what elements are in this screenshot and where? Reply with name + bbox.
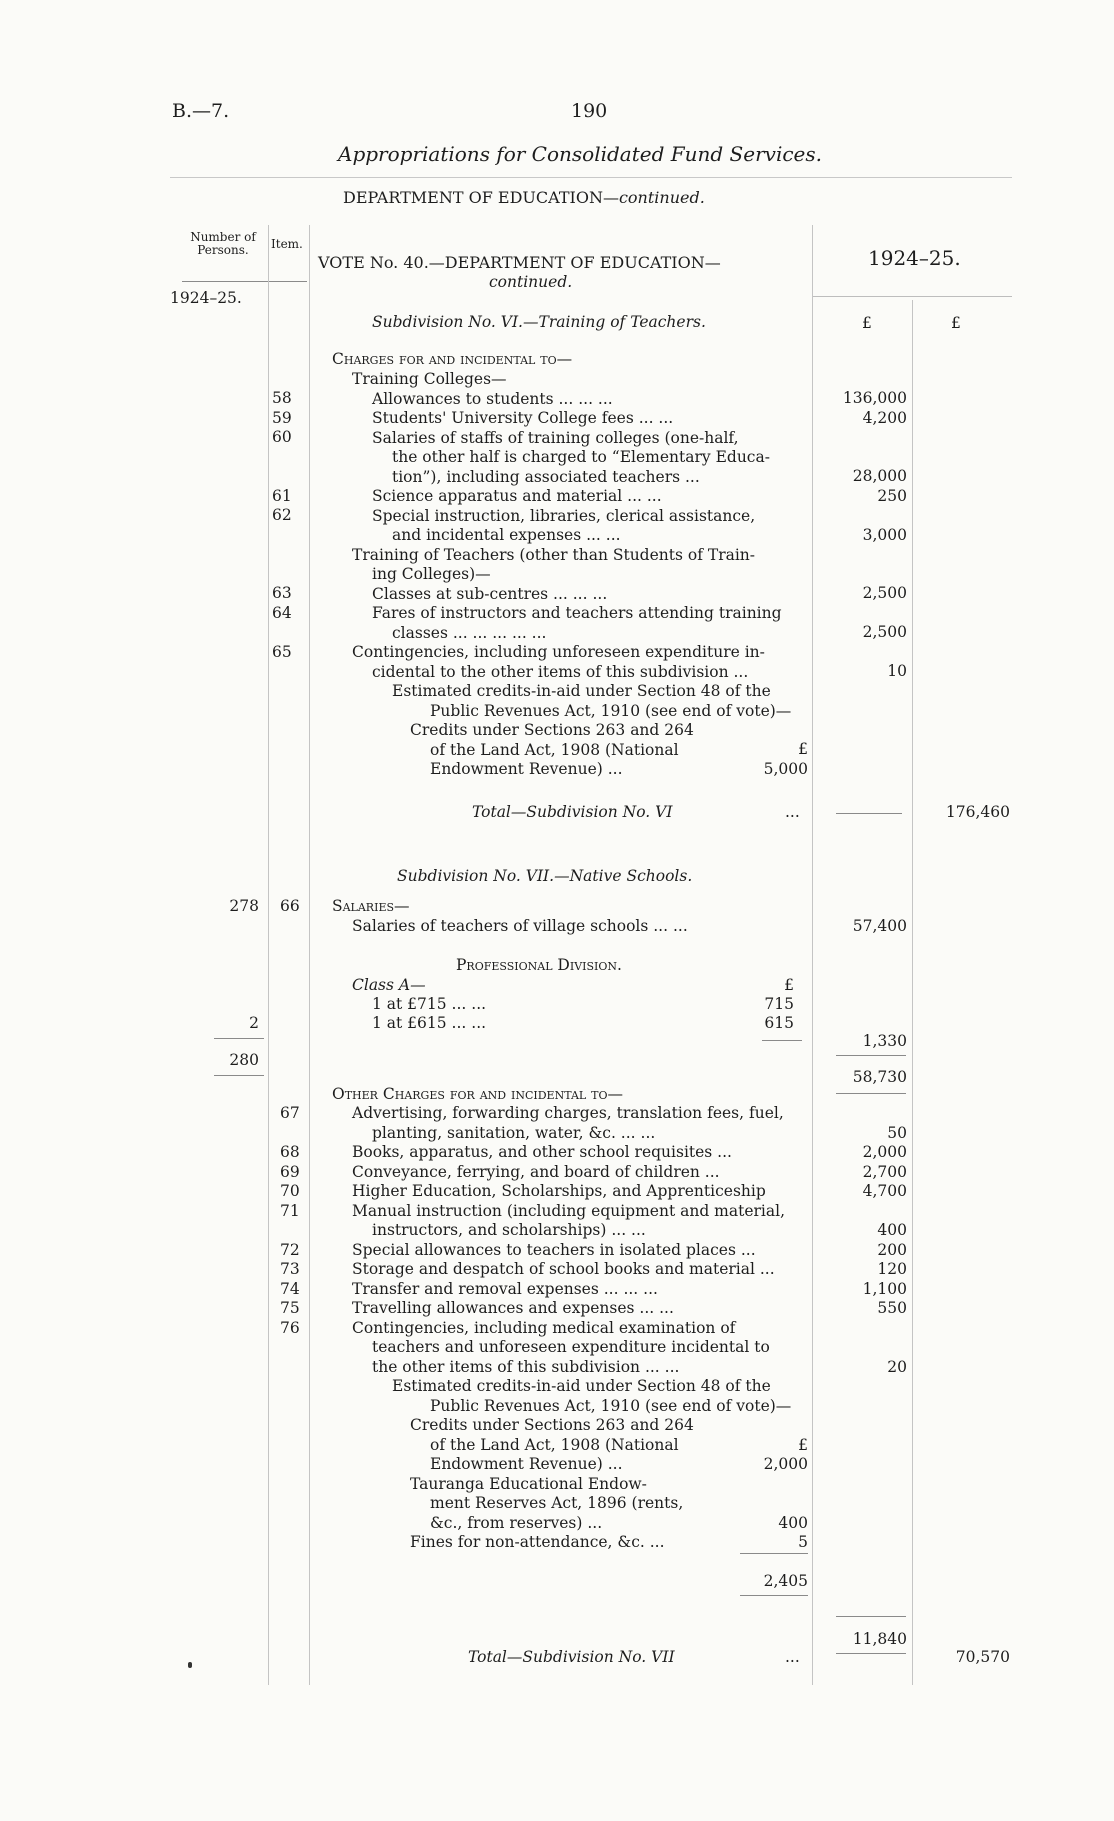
line: Endowment Revenue) ...	[430, 760, 623, 778]
persons-count: 2	[249, 1014, 259, 1032]
amount	[815, 545, 907, 565]
sub7-other-total: 11,840	[852, 1630, 907, 1648]
amount: 28,000	[852, 467, 907, 485]
persons-item-rule	[182, 281, 307, 282]
line: Fares of instructors and teachers attending training	[372, 604, 782, 622]
amount: 550	[877, 1299, 907, 1317]
sub7-credit-pound: £	[798, 1436, 808, 1454]
item-number: 75	[280, 1299, 300, 1317]
line: Special allowances to teachers in isolated places ...	[352, 1240, 756, 1259]
item-number: 66	[280, 897, 300, 915]
class-rule	[762, 1040, 802, 1041]
sub6-nil-rule	[836, 813, 902, 814]
line: Special instruction, libraries, clerical assistance,	[372, 506, 756, 525]
item-number: 63	[272, 584, 292, 602]
amount	[815, 1202, 907, 1222]
sub6-total-dots: ...	[785, 803, 800, 821]
line: Books, apparatus, and other school requisites ...	[352, 1143, 732, 1161]
salaries-total-rule	[836, 1093, 906, 1094]
line: Higher Education, Scholarships, and Apprenticeship	[352, 1182, 766, 1200]
item-number: 60	[272, 428, 292, 446]
line: Conveyance, ferrying, and board of children ...	[352, 1162, 720, 1181]
line: Advertising, forwarding charges, translation fees, fuel,	[352, 1104, 784, 1122]
amount: 250	[877, 486, 907, 505]
amount	[815, 506, 907, 526]
department-name: DEPARTMENT OF EDUCATION—	[343, 188, 619, 207]
amount: 136,000	[842, 389, 907, 407]
item-number	[272, 448, 302, 468]
sub7-other-total-rule	[836, 1653, 906, 1654]
amount: 10	[887, 662, 907, 680]
line: Training Colleges—	[352, 370, 507, 388]
line: planting, sanitation, water, &c. ... ...	[372, 1123, 656, 1142]
credit-amount: 2,000	[763, 1455, 808, 1473]
page-title: Appropriations for Consolidated Fund Services.	[338, 142, 823, 166]
item-number	[280, 1221, 310, 1241]
class-line: 1 at £615 ... ...	[372, 1014, 487, 1032]
amount	[815, 1319, 907, 1339]
line: Fines for non-attendance, &c. ...	[410, 1533, 665, 1551]
item-column-rule	[309, 225, 310, 1685]
sub7-total-label: Total—Subdivision No. VII	[468, 1648, 675, 1666]
amount	[815, 604, 907, 624]
item-number: 62	[272, 506, 292, 524]
sub7-credit-amounts	[738, 1455, 808, 1553]
salaries-amount: 57,400	[852, 917, 907, 935]
persons-total: 280	[229, 1051, 259, 1069]
item-number: 61	[272, 486, 292, 505]
line: the other half is charged to “Elementary Educa-	[392, 448, 770, 466]
sub6-total-label: Total—Subdivision No. VI	[472, 803, 673, 821]
item-number	[272, 526, 302, 546]
salaries-heading: Salaries—	[332, 897, 410, 915]
line: Estimated credits-in-aid under Section 48 of the	[392, 682, 771, 700]
amount: 200	[877, 1240, 907, 1259]
sub7-description-lines	[352, 1104, 791, 1553]
line: Endowment Revenue) ...	[430, 1455, 623, 1473]
line: Credits under Sections 263 and 264	[410, 1416, 694, 1434]
line: Training of Teachers (other than Students of Train-	[352, 545, 756, 564]
credit-amount: 5	[798, 1533, 808, 1551]
amount-column-rule	[812, 225, 813, 1685]
subdivision-6-heading: Subdivision No. VI.—Training of Teachers.	[372, 313, 706, 331]
professional-division-heading: Professional Division.	[456, 956, 622, 974]
salaries-total: 58,730	[852, 1068, 907, 1086]
credit-amount: 400	[778, 1513, 808, 1532]
amount	[815, 643, 907, 663]
item-number	[272, 467, 302, 487]
sub6-total-amount: 176,460	[945, 803, 1010, 821]
line: teachers and unforeseen expenditure incidental to	[372, 1338, 770, 1356]
vote-continued: continued.	[489, 273, 573, 291]
number-persons-header: Number of Persons.	[190, 230, 256, 257]
item-number: 59	[272, 408, 292, 427]
page-number: 190	[571, 100, 608, 122]
line: of the Land Act, 1908 (National	[430, 740, 679, 759]
amount: 400	[877, 1221, 907, 1239]
item-number: 69	[280, 1162, 300, 1181]
line: Transfer and removal expenses ... ... ...	[352, 1279, 658, 1298]
amount	[815, 565, 907, 585]
credit-amount	[738, 1475, 808, 1495]
amount: 2,700	[862, 1162, 907, 1181]
credit-amount	[738, 1494, 808, 1514]
ink-mark	[188, 1662, 192, 1668]
amount: 120	[877, 1260, 907, 1278]
amount: 20	[887, 1357, 907, 1376]
item-number	[280, 1124, 310, 1144]
sub7-credit-total-rule	[740, 1595, 808, 1596]
line: cidental to the other items of this subdivision ...	[372, 662, 749, 681]
department-heading	[343, 188, 705, 207]
total-column-rule	[912, 300, 913, 1685]
year-header-rule	[812, 296, 1012, 297]
line: Public Revenues Act, 1910 (see end of vote)—	[430, 701, 792, 720]
line: the other items of this subdivision ... ...	[372, 1357, 680, 1376]
item-number	[272, 623, 302, 643]
line: Science apparatus and material ... ...	[372, 487, 662, 505]
item-number: 74	[280, 1279, 300, 1298]
line: ing Colleges)—	[372, 565, 491, 583]
professional-total: 1,330	[862, 1032, 907, 1050]
sub7-item-numbers	[280, 1104, 310, 1338]
persons-count: 278	[229, 897, 259, 915]
persons-rule	[214, 1038, 264, 1039]
item-number: 76	[280, 1318, 300, 1337]
line: Tauranga Educational Endow-	[410, 1474, 647, 1493]
line: classes ... ... ... ... ...	[392, 623, 547, 642]
line: Public Revenues Act, 1910 (see end of vote)—	[430, 1396, 792, 1415]
line: Contingencies, including medical examination of	[352, 1318, 736, 1337]
item-number: 68	[280, 1143, 300, 1161]
amount: 2,500	[862, 623, 907, 641]
amount	[815, 1104, 907, 1124]
page-reference: B.—7.	[172, 100, 230, 122]
line: Allowances to students ... ... ...	[372, 389, 613, 408]
amount: 2,000	[862, 1143, 907, 1161]
sub6-credit-pound: £	[798, 740, 808, 758]
subdivision-7-heading: Subdivision No. VII.—Native Schools.	[397, 867, 693, 885]
line: Salaries of staffs of training colleges (one-half,	[372, 428, 739, 447]
amount: 4,200	[862, 408, 907, 427]
year-right-header: 1924–25.	[868, 246, 961, 270]
line: tion”), including associated teachers ...	[392, 467, 700, 486]
item-number: 65	[272, 642, 292, 661]
pound-col-2: £	[951, 314, 961, 332]
header-rule	[170, 177, 1012, 178]
persons-total-rule	[214, 1075, 264, 1076]
persons-column-rule	[268, 225, 269, 1685]
amount: 50	[887, 1123, 907, 1142]
class-a-label: Class A—	[352, 976, 426, 994]
item-number: 72	[280, 1240, 300, 1259]
line: Estimated credits-in-aid under Section 48 of the	[392, 1377, 771, 1395]
item-number: 71	[280, 1201, 300, 1220]
amount: 4,700	[862, 1182, 907, 1200]
class-line: 1 at £715 ... ...	[372, 995, 487, 1013]
line: Contingencies, including unforeseen expenditure in-	[352, 643, 765, 661]
sub7-amounts	[815, 1104, 907, 1377]
line: instructors, and scholarships) ... ...	[372, 1221, 646, 1239]
amount: 2,500	[862, 584, 907, 602]
line: &c., from reserves) ...	[430, 1513, 603, 1532]
line: Students' University College fees ... ...	[372, 409, 674, 427]
item-header: Item.	[271, 237, 303, 251]
line: Travelling allowances and expenses ... ...	[352, 1299, 674, 1317]
amount: 3,000	[862, 525, 907, 544]
pound-col-1: £	[862, 314, 872, 332]
professional-total-rule	[836, 1055, 906, 1056]
item-number: 73	[280, 1260, 300, 1278]
other-charges-heading: Other Charges for and incidental to—	[332, 1085, 623, 1103]
line: of the Land Act, 1908 (National	[430, 1435, 679, 1454]
line: Classes at sub-centres ... ... ...	[372, 584, 608, 603]
charges-heading: Charges for and incidental to—	[332, 350, 573, 368]
class-amount: 715	[764, 995, 794, 1013]
sub6-credit-amount: 5,000	[763, 760, 808, 778]
amount	[815, 1338, 907, 1358]
department-continued: continued.	[618, 188, 705, 207]
item-number	[272, 565, 302, 585]
year-left-header: 1924–25.	[170, 289, 242, 307]
sub7-total-dots: ...	[785, 1648, 800, 1666]
item-number: 58	[272, 389, 292, 407]
amount	[815, 448, 907, 468]
item-number: 67	[280, 1104, 300, 1122]
item-number: 70	[280, 1182, 300, 1200]
line: Manual instruction (including equipment and material,	[352, 1201, 786, 1220]
salaries-line: Salaries of teachers of village schools ... ...	[352, 917, 688, 935]
sub7-credit-rule	[740, 1553, 808, 1554]
sub7-other-rule	[836, 1616, 906, 1617]
sub7-credit-total: 2,405	[763, 1572, 808, 1590]
class-amount: 615	[764, 1014, 794, 1032]
item-number	[272, 545, 302, 565]
class-pound: £	[784, 976, 794, 994]
sub6-amounts	[815, 389, 907, 682]
amount	[815, 428, 907, 448]
line: and incidental expenses ... ...	[392, 526, 621, 544]
sub6-item-numbers	[272, 389, 302, 662]
vote-title: VOTE No. 40.—DEPARTMENT OF EDUCATION—	[318, 253, 721, 272]
line: Credits under Sections 263 and 264	[410, 721, 694, 739]
sub7-total-amount: 70,570	[955, 1648, 1010, 1666]
line: Storage and despatch of school books and material ...	[352, 1260, 775, 1278]
item-number: 64	[272, 603, 292, 622]
line: ment Reserves Act, 1896 (rents,	[430, 1494, 684, 1512]
sub6-description-lines	[352, 370, 791, 780]
amount: 1,100	[862, 1279, 907, 1298]
